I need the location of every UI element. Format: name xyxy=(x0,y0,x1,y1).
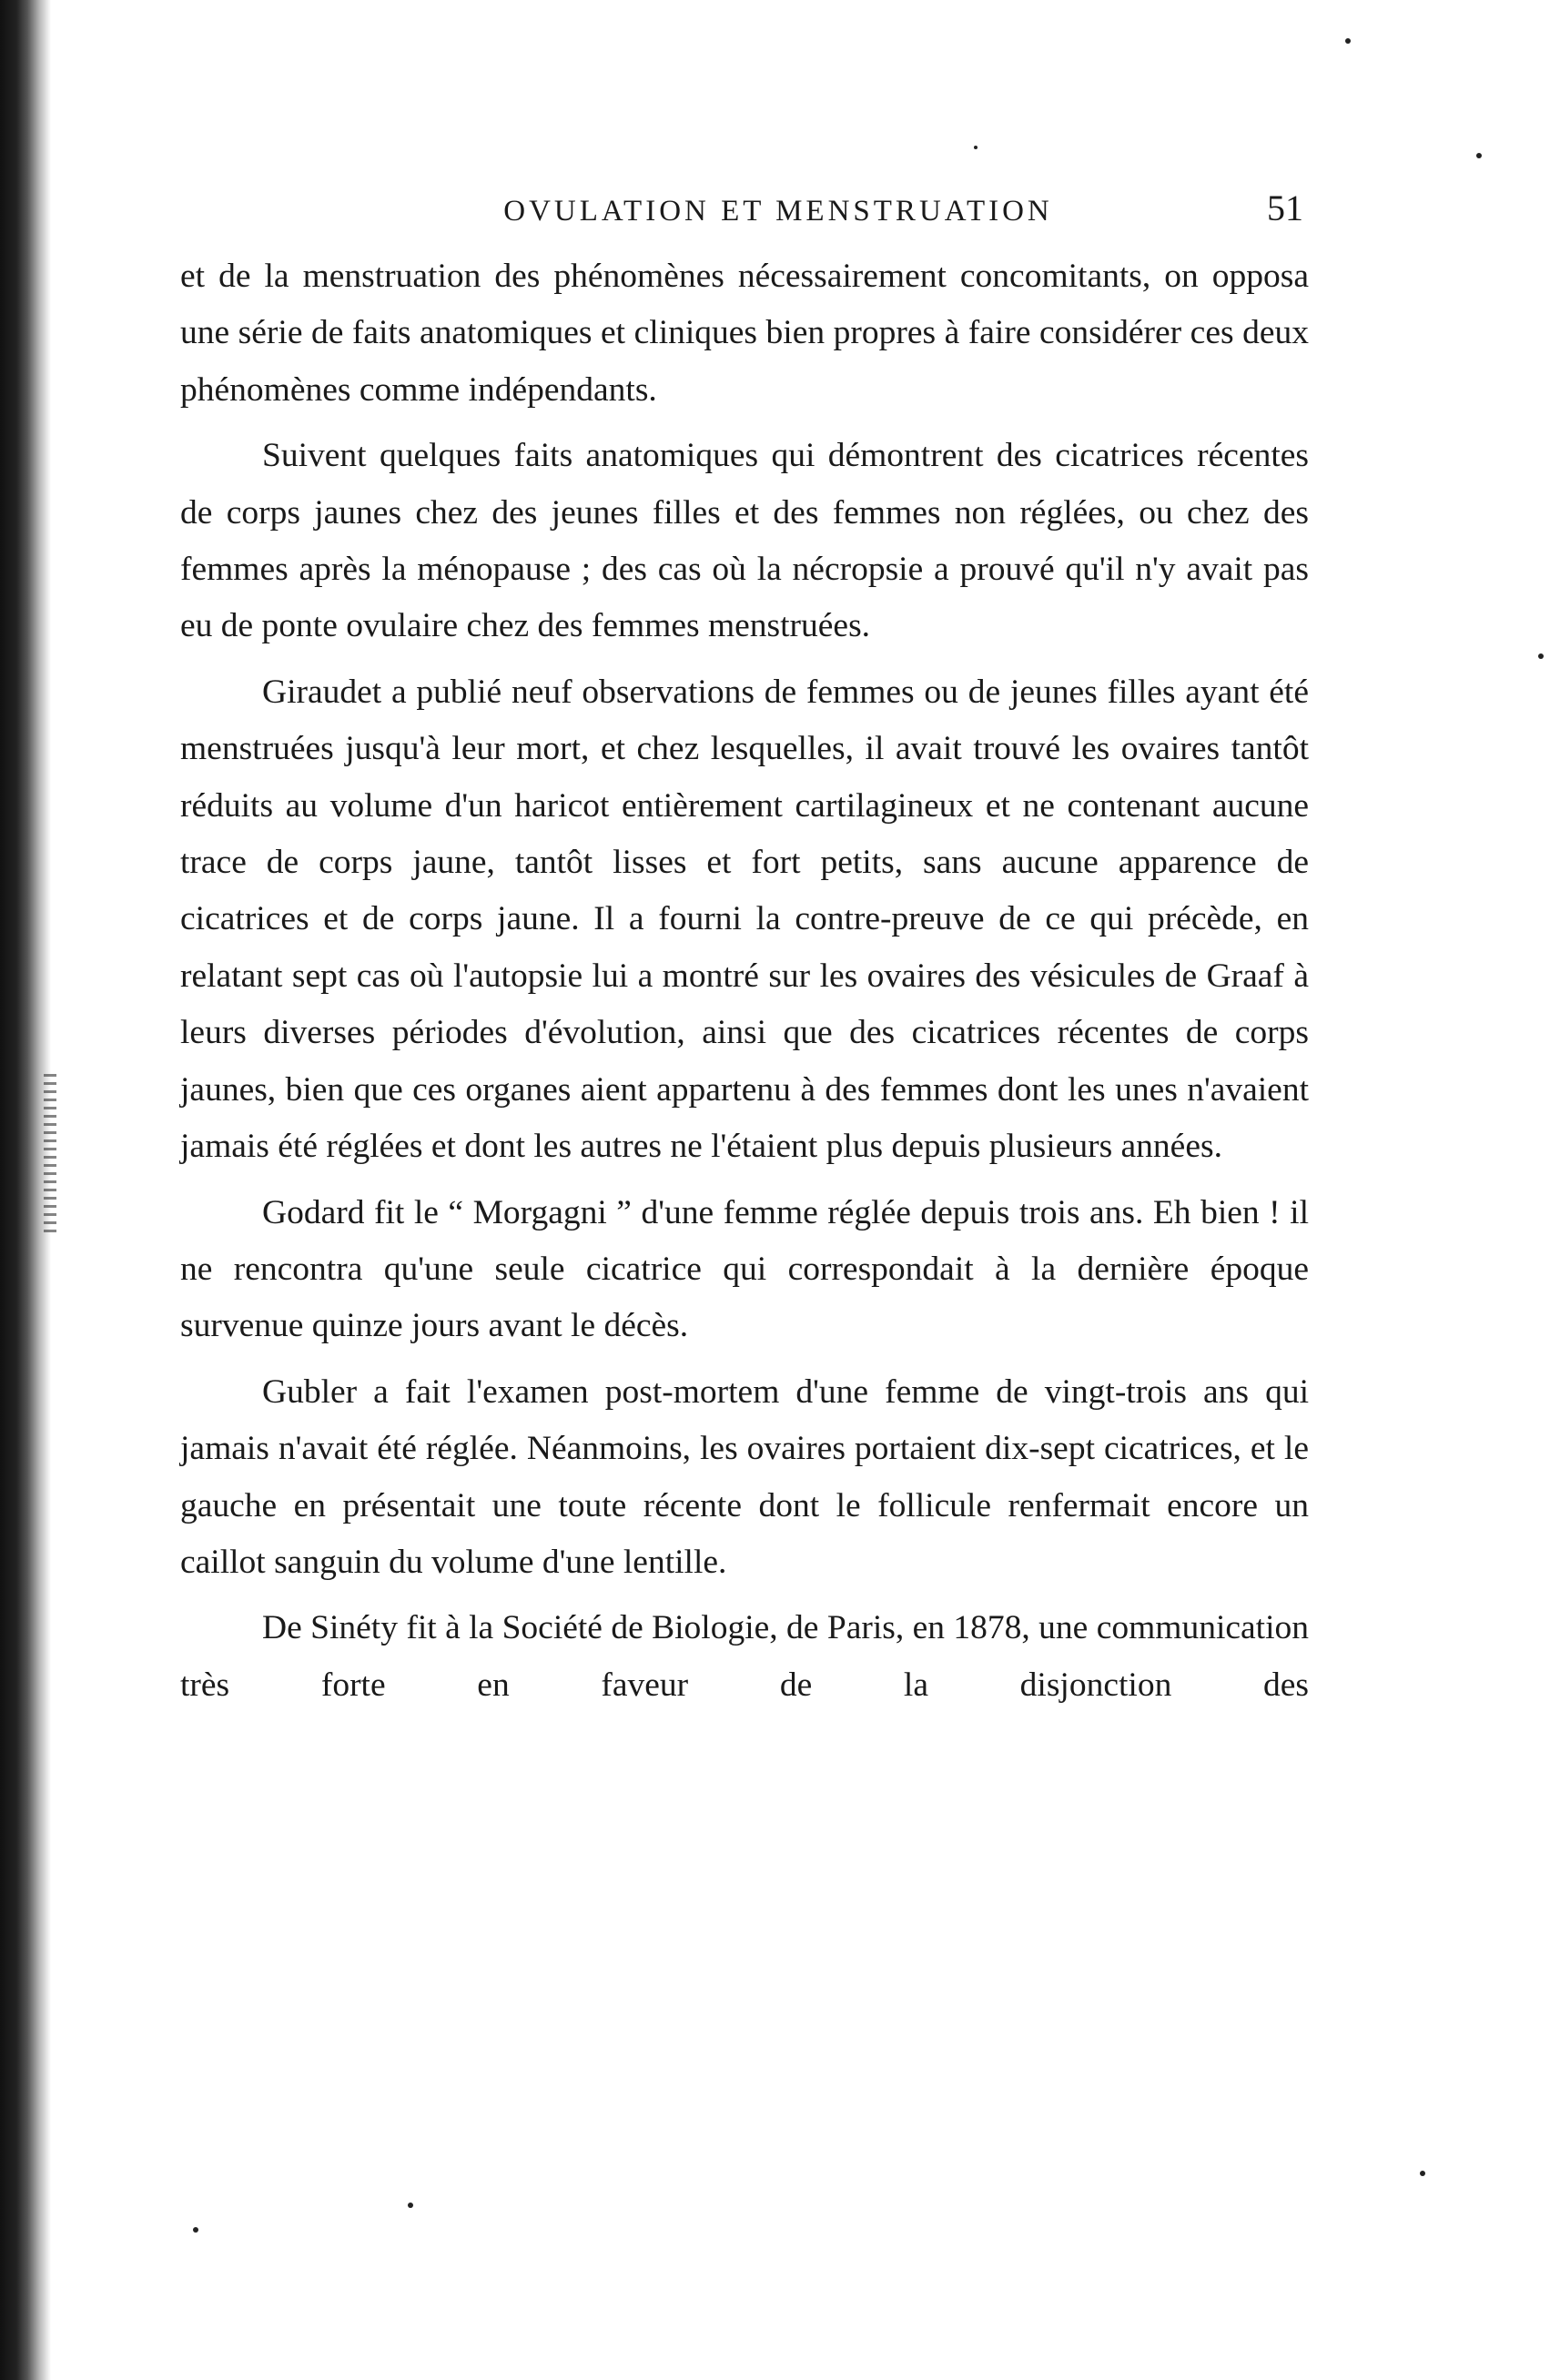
paragraph: Giraudet a publié neuf observations de femmes ou de jeunes filles ayant été menstruées jusqu'à leur mort, et chez lesquelles, il avait trouvé les ovaires tantôt réduits au volume d'un haricot entièrement cartilagineux et ne contenant aucune trace de corps jaune, tantôt lisses et fort petits, sans aucune apparence de cicatrices et de corps jaune. Il a fourni la contre-preuve de ce qui précède, en relatant sept cas où l'autopsie lui a montré sur les ovaires des vésicules de Graaf à leurs diverses périodes d'évolution, ainsi que des cicatrices récentes de corps jaunes, bien que ces organes aient appartenu à des femmes dont les unes n'avaient jamais été réglées et dont les autres ne l'étaient plus depuis plusieurs années. xyxy=(180,673,1309,1166)
scan-speck xyxy=(1420,2171,1425,2176)
running-title: OVULATION ET MENSTRUATION xyxy=(503,195,1053,228)
scan-speck xyxy=(974,146,978,149)
scan-speck xyxy=(1476,153,1482,158)
body-text xyxy=(180,248,1309,1714)
scan-speck xyxy=(1345,38,1351,44)
scan-speck xyxy=(1538,653,1544,659)
spine-speckle xyxy=(44,1074,56,1238)
running-head xyxy=(180,187,1309,241)
paragraph: et de la menstruation des phénomènes nécessairement concomitants, on opposa une série de faits anatomiques et cliniques bien propres à faire considérer ces deux phénomènes comme indépendants. xyxy=(180,258,1309,409)
paragraph: De Sinéty fit à la Société de Biologie, de Paris, en 1878, une communication très forte en faveur de la disjonction des xyxy=(180,1609,1309,1704)
scan-speck xyxy=(193,2227,198,2233)
scan-speck xyxy=(408,2203,413,2208)
book-page xyxy=(180,187,1309,1714)
paragraph: Gubler a fait l'examen post-mortem d'une femme de vingt-trois ans qui jamais n'avait été réglée. Néanmoins, les ovaires portaient dix-sept cicatrices, et le gauche en présentait une toute récente dont le follicule renfermait encore un caillot sanguin du volume d'une lentille. xyxy=(180,1372,1309,1581)
paragraph: Suivent quelques faits anatomiques qui démontrent des cicatrices récentes de corps jaunes chez des jeunes filles et des femmes non réglées, ou chez des femmes après la ménopause ; des cas où la nécropsie a prouvé qu'il n'y avait pas eu de ponte ovulaire chez des femmes menstruées. xyxy=(180,437,1309,645)
page-number: 51 xyxy=(1267,187,1303,228)
paragraph: Godard fit le “ Morgagni ” d'une femme réglée depuis trois ans. Eh bien ! il ne rencontra qu'une seule cicatrice qui correspondait à la dernière époque survenue quinze jours avant le décès. xyxy=(180,1193,1309,1345)
